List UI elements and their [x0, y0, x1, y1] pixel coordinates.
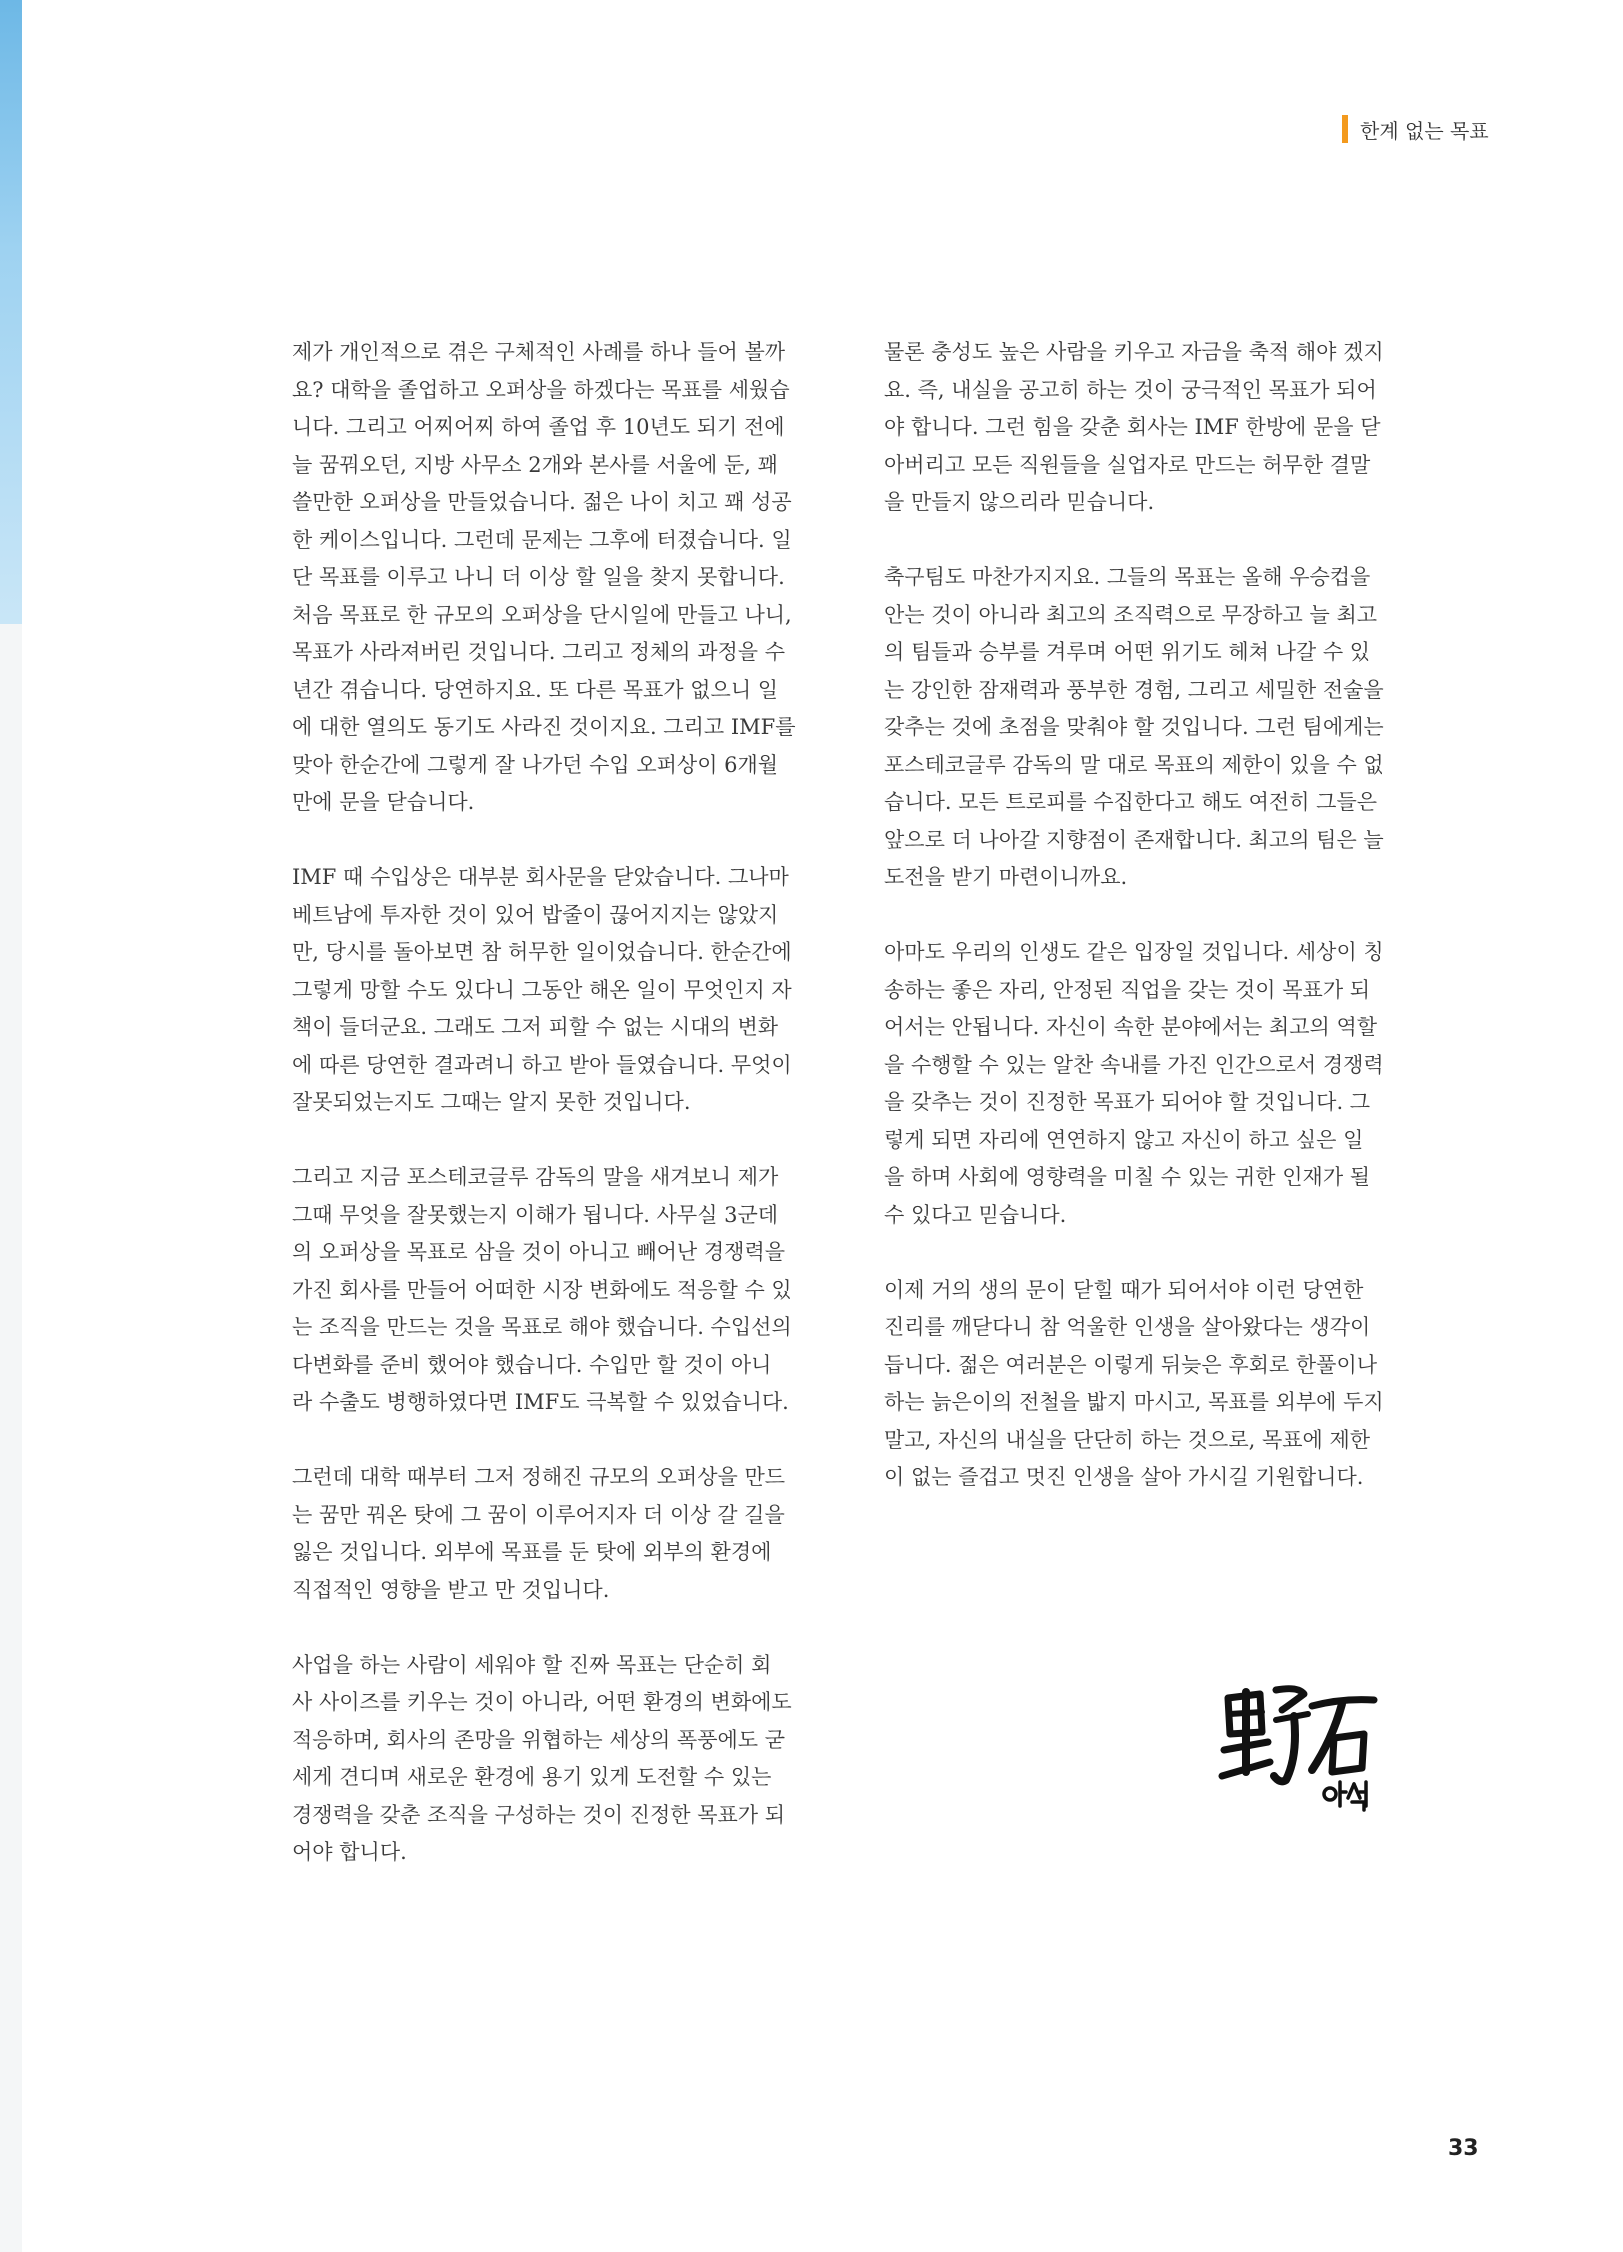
- section-title: 한계 없는 목표: [1360, 118, 1489, 143]
- text-line: 요? 대학을 졸업하고 오퍼상을 하겠다는 목표를 세웠습: [292, 377, 790, 402]
- text-line: 물론 충성도 높은 사람을 키우고 자금을 축적 해야 겠지: [884, 340, 1384, 364]
- text-line: 사 사이즈를 키우는 것이 아니라, 어떤 환경의 변화에도: [292, 1690, 792, 1714]
- text-line: 하는 늙은이의 전철을 밟지 마시고, 목표를 외부에 두지: [884, 1390, 1384, 1414]
- text-line: 세게 견디며 새로운 환경에 용기 있게 도전할 수 있는: [292, 1765, 772, 1789]
- text-line: 렇게 되면 자리에 연연하지 않고 자신이 하고 싶은 일: [884, 1127, 1364, 1152]
- author-signature: [1212, 1676, 1388, 1812]
- page-number: 33: [1448, 2136, 1479, 2161]
- text-line: 야 합니다. 그런 힘을 갖춘 회사는 IMF 한방에 문을 닫: [884, 415, 1381, 439]
- text-line: 년간 겪습니다. 당연하지요. 또 다른 목표가 없으니 일: [292, 677, 779, 702]
- text-line: 그때 무엇을 잘못했는지 이해가 됩니다. 사무실 3군데: [292, 1202, 779, 1227]
- text-line: IMF 때 수입상은 대부분 회사문을 닫았습니다. 그나마: [292, 865, 789, 889]
- text-line: 을 수행할 수 있는 알찬 속내를 가진 인간으로서 경쟁력: [884, 1052, 1384, 1077]
- paragraph: [884, 1272, 1420, 1497]
- text-line: 진리를 깨닫다니 참 억울한 인생을 살아왔다는 생각이: [884, 1315, 1371, 1339]
- paragraph: [292, 1159, 828, 1422]
- left-text-column: [292, 334, 828, 1909]
- text-line: 적응하며, 회사의 존망을 위협하는 세상의 폭풍에도 굳: [292, 1727, 786, 1752]
- text-line: 라 수출도 병행하였다면 IMF도 극복할 수 있었습니다.: [292, 1390, 789, 1414]
- decorative-side-band: [0, 0, 22, 624]
- paragraph: [884, 334, 1420, 522]
- paragraph: [292, 1459, 828, 1609]
- text-line: 쓸만한 오퍼상을 만들었습니다. 젊은 나이 치고 꽤 성공: [292, 490, 792, 514]
- text-line: 책이 들더군요. 그래도 그저 피할 수 없는 시대의 변화: [292, 1015, 779, 1039]
- text-line: 안는 것이 아니라 최고의 조직력으로 무장하고 늘 최고: [884, 602, 1378, 627]
- text-line: 포스테코글루 감독의 말 대로 목표의 제한이 있을 수 없: [884, 752, 1384, 777]
- text-line: 사업을 하는 사람이 세워야 할 진짜 목표는 단순히 회: [292, 1652, 772, 1677]
- text-line: 수 있다고 믿습니다.: [884, 1202, 1067, 1227]
- paragraph: [292, 859, 828, 1122]
- paragraph: [292, 1647, 828, 1872]
- paragraph: [884, 559, 1420, 897]
- text-line: 처음 목표로 한 규모의 오퍼상을 단시일에 만들고 나니,: [292, 602, 792, 627]
- text-line: 을 하며 사회에 영향력을 미칠 수 있는 귀한 인재가 될: [884, 1165, 1371, 1189]
- text-line: 송하는 좋은 자리, 안정된 직업을 갖는 것이 목표가 되: [884, 977, 1371, 1002]
- text-line: 목표가 사라져버린 것입니다. 그리고 정체의 과정을 수: [292, 640, 786, 664]
- text-line: 이제 거의 생의 문이 닫힐 때가 되어서야 이런 당연한: [884, 1277, 1364, 1302]
- text-line: 가진 회사를 만들어 어떠한 시장 변화에도 적응할 수 있: [292, 1277, 792, 1302]
- text-line: 에 따른 당연한 결과려니 하고 받아 들였습니다. 무엇이: [292, 1052, 792, 1077]
- text-line: 의 오퍼상을 목표로 삼을 것이 아니고 빼어난 경쟁력을: [292, 1240, 786, 1264]
- paragraph: [884, 934, 1420, 1234]
- decorative-side-band-light: [0, 624, 22, 2252]
- header-accent-bar: [1342, 115, 1348, 143]
- text-line: 요. 즉, 내실을 공고히 하는 것이 궁극적인 목표가 되어: [884, 377, 1377, 402]
- right-text-column: [884, 334, 1420, 1534]
- text-line: 늘 꿈꿔오던, 지방 사무소 2개와 본사를 서울에 둔, 꽤: [292, 452, 778, 477]
- text-line: 의 팀들과 승부를 겨루며 어떤 위기도 헤쳐 나갈 수 있: [884, 640, 1371, 664]
- text-line: 그런데 대학 때부터 그저 정해진 규모의 오퍼상을 만드: [292, 1465, 786, 1489]
- text-line: 축구팀도 마찬가지지요. 그들의 목표는 올해 우승컵을: [884, 565, 1371, 589]
- text-line: 는 꿈만 꿔온 탓에 그 꿈이 이루어지자 더 이상 갈 길을: [292, 1502, 785, 1527]
- text-line: 아마도 우리의 인생도 같은 입장일 것입니다. 세상이 칭: [884, 940, 1384, 964]
- text-line: 에 대한 열의도 동기도 사라진 것이지요. 그리고 IMF를: [292, 715, 796, 739]
- text-line: 다변화를 준비 했어야 했습니다. 수입만 할 것이 아니: [292, 1352, 772, 1377]
- text-line: 그렇게 망할 수도 있다니 그동안 해온 일이 무엇인지 자: [292, 977, 792, 1002]
- text-line: 어서는 안됩니다. 자신이 속한 분야에서는 최고의 역할: [884, 1015, 1378, 1039]
- text-line: 듭니다. 젊은 여러분은 이렇게 뒤늦은 후회로 한풀이나: [884, 1352, 1378, 1377]
- text-line: 단 목표를 이루고 나니 더 이상 할 일을 찾지 못합니다.: [292, 565, 785, 589]
- text-line: 한 케이스입니다. 그런데 문제는 그후에 터졌습니다. 일: [292, 527, 792, 552]
- text-line: 갖추는 것에 초점을 맞춰야 할 것입니다. 그런 팀에게는: [884, 715, 1384, 739]
- running-header: [1342, 114, 1489, 144]
- text-line: 맞아 한순간에 그렇게 잘 나가던 수입 오퍼상이 6개월: [292, 752, 779, 777]
- text-line: 베트남에 투자한 것이 있어 밥줄이 끊어지지는 않았지: [292, 902, 779, 927]
- text-line: 만, 당시를 돌아보면 참 허무한 일이었습니다. 한순간에: [292, 940, 792, 964]
- text-line: 잘못되었는지도 그때는 알지 못한 것입니다.: [292, 1090, 691, 1114]
- text-line: 경쟁력을 갖춘 조직을 구성하는 것이 진정한 목표가 되: [292, 1802, 786, 1827]
- text-line: 는 강인한 잠재력과 풍부한 경험, 그리고 세밀한 전술을: [884, 677, 1384, 702]
- text-line: 니다. 그리고 어찌어찌 하여 졸업 후 10년도 되기 전에: [292, 415, 785, 439]
- text-line: 앞으로 더 나아갈 지향점이 존재합니다. 최고의 팀은 늘: [884, 827, 1384, 852]
- paragraph: [292, 334, 828, 822]
- text-line: 잃은 것입니다. 외부에 목표를 둔 탓에 외부의 환경에: [292, 1540, 772, 1564]
- text-line: 을 갖추는 것이 진정한 목표가 되어야 할 것입니다. 그: [884, 1090, 1371, 1114]
- text-line: 그리고 지금 포스테코글루 감독의 말을 새겨보니 제가: [292, 1165, 779, 1189]
- text-line: 말고, 자신의 내실을 단단히 하는 것으로, 목표에 제한: [884, 1427, 1371, 1452]
- text-line: 이 없는 즐겁고 멋진 인생을 살아 가시길 기원합니다.: [884, 1465, 1364, 1489]
- text-line: 아버리고 모든 직원들을 실업자로 만드는 허무한 결말: [884, 452, 1371, 477]
- text-line: 제가 개인적으로 겪은 구체적인 사례를 하나 들어 볼까: [292, 340, 786, 364]
- text-line: 직접적인 영향을 받고 만 것입니다.: [292, 1577, 610, 1602]
- text-line: 어야 합니다.: [292, 1840, 407, 1864]
- text-line: 습니다. 모든 트로피를 수집한다고 해도 여전히 그들은: [884, 790, 1378, 814]
- text-line: 을 만들지 않으리라 믿습니다.: [884, 490, 1155, 514]
- text-line: 는 조직을 만드는 것을 목표로 해야 했습니다. 수입선의: [292, 1315, 792, 1339]
- text-line: 도전을 받기 마련이니까요.: [884, 865, 1128, 889]
- text-line: 만에 문을 닫습니다.: [292, 790, 475, 814]
